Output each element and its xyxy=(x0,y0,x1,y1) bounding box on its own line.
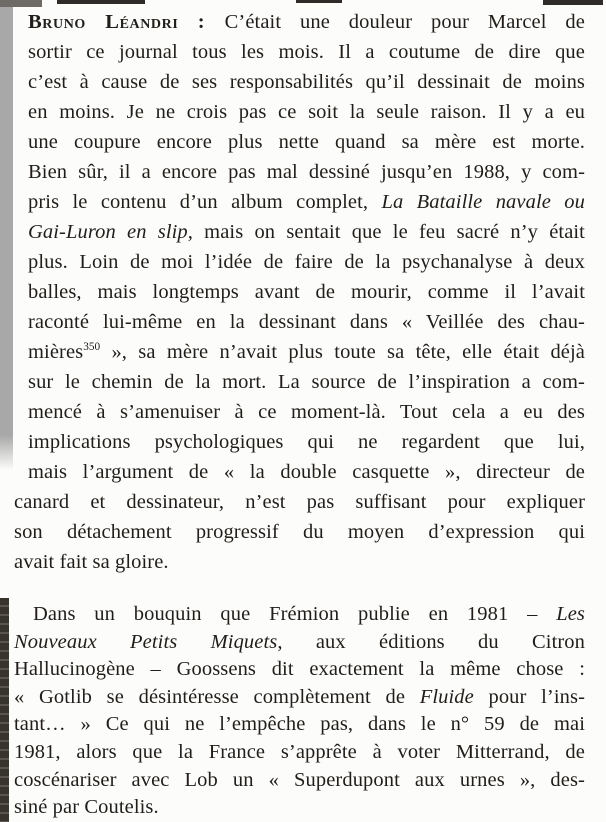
text-line xyxy=(28,7,585,37)
text-line xyxy=(28,397,585,427)
text-line xyxy=(28,247,585,277)
text-run: c’est à cause de ses responsabilités qu’il dessinait de moins xyxy=(28,71,585,93)
paragraph-narration xyxy=(14,601,585,822)
text-run: plus. Loin de moi l’idée de faire de la psychanalyse à deux xyxy=(28,251,585,273)
text-run: tant… » Ce qui ne l’empêche pas, dans le n° 59 de mai xyxy=(14,713,585,736)
text-run: raconté lui-même en la dessinant dans « Veillée des chau- xyxy=(28,311,585,333)
text-run: 1981, alors que la France s’apprête à voter Mitterrand, de xyxy=(14,740,585,763)
text-run: une coupure encore plus nette quand sa mère est morte. xyxy=(28,131,585,153)
text-run: coscénariser avec Lob un « Superdupont aux urnes », des- xyxy=(14,768,585,791)
text-line xyxy=(14,767,585,795)
page-edge-shadow-fade xyxy=(0,435,13,470)
text-line xyxy=(28,37,585,67)
text-run: C’était une douleur pour Marcel de xyxy=(224,11,585,33)
footnote-marker: 350 xyxy=(83,341,101,354)
text-run: Dans un bouquin que Frémion publie en 1981 – xyxy=(33,603,557,625)
text-run: canard et dessinateur, n’est pas suffisant pour expliquer xyxy=(14,491,585,513)
text-line xyxy=(14,517,585,547)
text-line xyxy=(28,157,585,187)
text-line xyxy=(28,307,585,337)
text-column xyxy=(14,7,585,822)
speaker-name: Bruno Léandri : xyxy=(28,11,225,33)
page-edge-shadow xyxy=(0,0,13,435)
text-line xyxy=(14,547,585,577)
text-line xyxy=(28,337,585,367)
text-run: mières xyxy=(28,341,84,363)
text-run: pris le contenu d’un album complet, xyxy=(28,191,382,213)
text-run: mencé à s’amenuiser à ce moment-là. Tout cela a eu des xyxy=(28,401,585,423)
scan-artifact-cutoff-text xyxy=(57,0,145,4)
text-run: sortir ce journal tous les mois. Il a coutume de dire que xyxy=(28,41,585,63)
text-run: siné par Coutelis. xyxy=(14,796,159,819)
scan-artifact-cutoff-text xyxy=(543,0,603,5)
text-run: son détachement progressif du moyen d’expression qui xyxy=(14,521,585,543)
text-run: balles, mais longtemps avant de mourir, comme il l’avait xyxy=(28,281,585,303)
text-line xyxy=(28,187,585,217)
text-run: , aux éditions du Citron xyxy=(277,630,585,653)
text-line xyxy=(14,684,585,712)
book-spine-shadow xyxy=(0,598,9,822)
text-run: en moins. Je ne crois pas ce soit la seule raison. Il y a eu xyxy=(28,101,585,123)
text-run: implications psychologiques qui ne regardent que lui, xyxy=(28,431,585,453)
text-line xyxy=(28,217,585,247)
text-run: Bien sûr, il a encore pas mal dessiné jusqu’en 1988, y com- xyxy=(28,161,585,183)
paragraph-interview-answer xyxy=(14,7,585,577)
text-run: , mais on sentait que le feu sacré n’y était xyxy=(187,221,585,243)
text-line xyxy=(14,794,585,822)
text-line xyxy=(28,97,585,127)
text-run: pour l’ins- xyxy=(473,685,585,708)
italic-title: Les xyxy=(556,603,585,625)
text-line xyxy=(28,127,585,157)
text-line xyxy=(14,487,585,517)
text-run: « Gotlib se désintéresse complètement de xyxy=(14,685,420,708)
italic-title: Gai-Luron en slip xyxy=(28,221,188,243)
text-run: sur le chemin de la mort. La source de l’inspiration a com- xyxy=(28,371,585,393)
text-line xyxy=(14,739,585,767)
italic-title: La Bataille navale ou xyxy=(381,191,585,213)
text-line xyxy=(28,277,585,307)
text-line xyxy=(28,457,585,487)
text-run: mais l’argument de « la double casquette », directeur de xyxy=(28,461,585,483)
text-line xyxy=(14,711,585,739)
scan-artifact-cutoff-text xyxy=(296,0,342,3)
text-run: Hallucinogène – Goossens dit exactement la même chose : xyxy=(14,658,585,681)
text-line xyxy=(14,656,585,684)
scan-artifact-corner xyxy=(0,0,42,7)
italic-title: Nouveaux Petits Miquets xyxy=(14,630,278,653)
text-line xyxy=(28,367,585,397)
text-line xyxy=(28,67,585,97)
italic-title: Fluide xyxy=(419,685,474,708)
text-line xyxy=(28,427,585,457)
text-run: », sa mère n’avait plus toute sa tête, elle était déjà xyxy=(100,341,585,363)
text-line xyxy=(14,629,585,657)
text-run: avait fait sa gloire. xyxy=(14,551,169,573)
text-line xyxy=(14,601,585,629)
